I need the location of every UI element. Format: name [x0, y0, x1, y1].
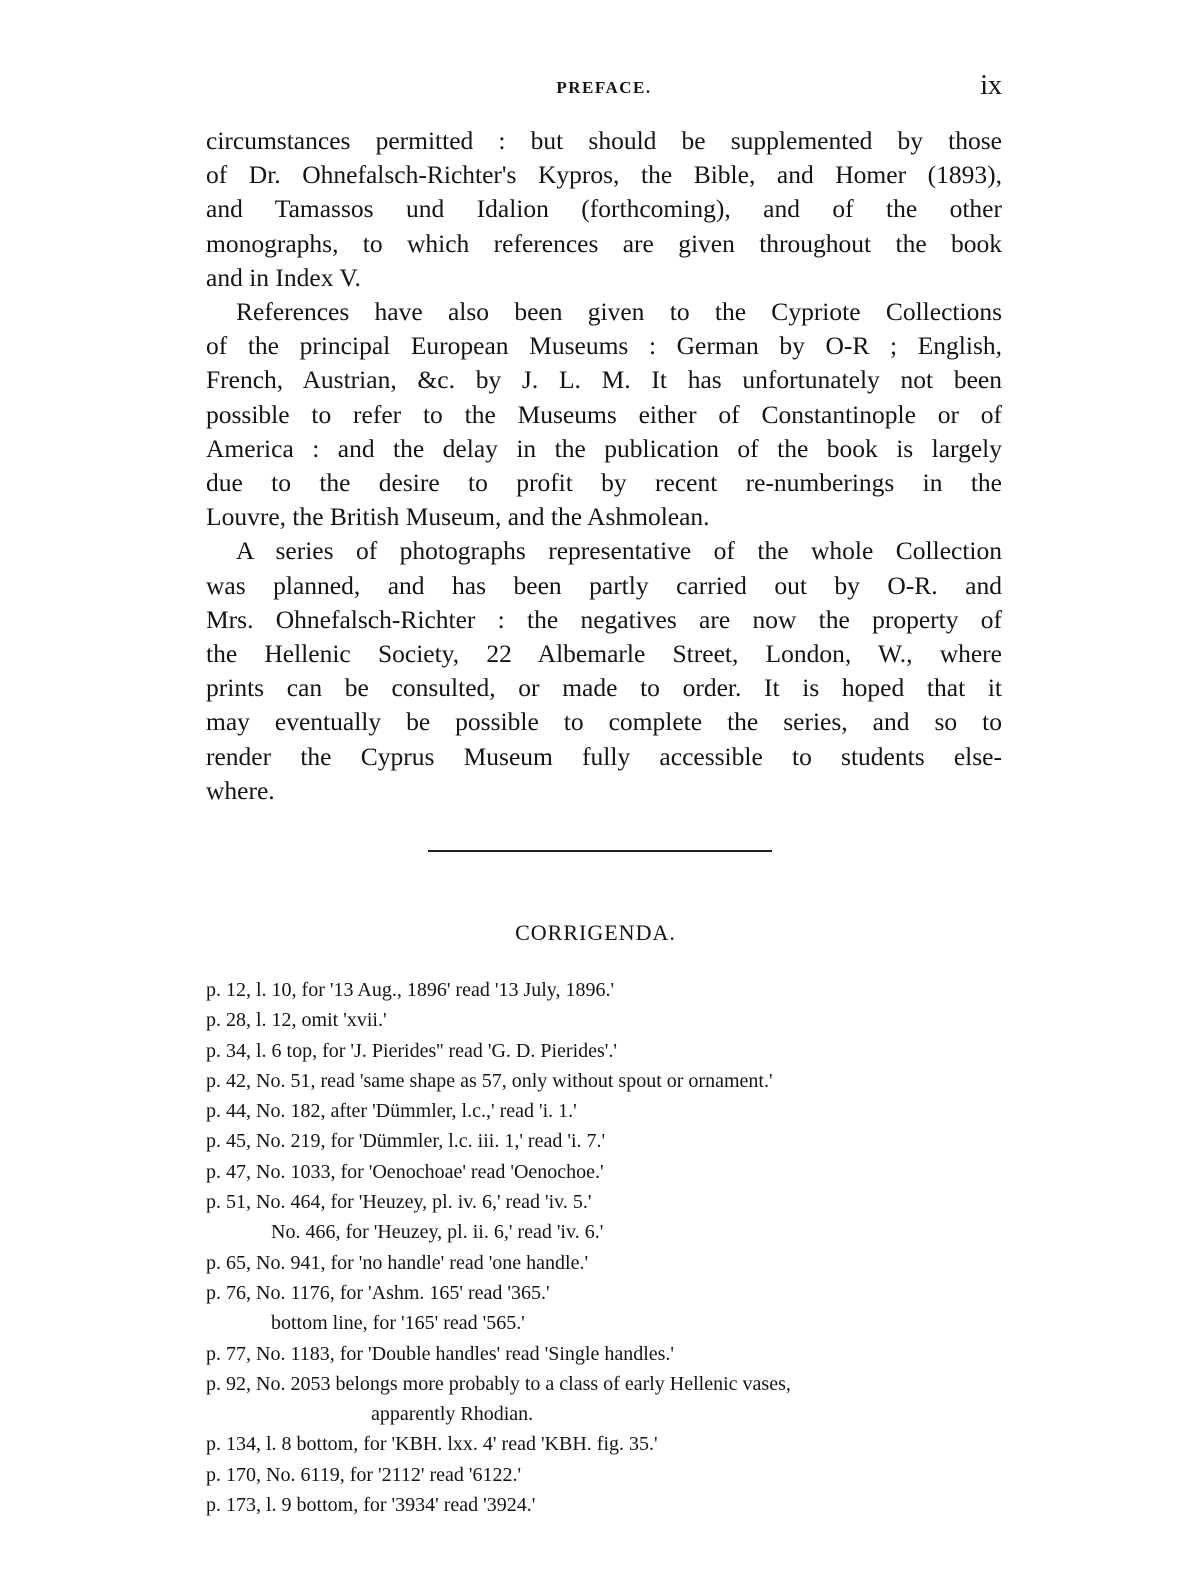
text-line: where.	[206, 775, 275, 805]
text-line: of the principal European Museums : German by O-R ; English,	[206, 331, 1002, 361]
corrigenda-item: p. 170, No. 6119, for '2112' read '6122.'	[206, 1463, 522, 1486]
corrigenda-item: p. 76, No. 1176, for 'Ashm. 165' read '365.'	[206, 1281, 550, 1304]
corrigenda-item: apparently Rhodian.	[371, 1403, 534, 1426]
section-divider	[428, 850, 772, 852]
text-line: render the Cyprus Museum fully accessible to students else-	[206, 741, 1002, 771]
corrigenda-item: p. 77, No. 1183, for 'Double handles' read 'Single handles.'	[206, 1342, 675, 1365]
preface-body	[206, 124, 1002, 808]
text-line: monographs, to which references are given throughout the book	[206, 228, 1002, 258]
text-line: was planned, and has been partly carried out by O-R. and	[206, 570, 1002, 600]
page-number: ix	[980, 70, 1002, 101]
paragraph-3	[206, 534, 1002, 808]
corrigenda-heading: CORRIGENDA.	[515, 920, 676, 945]
paragraph-2	[206, 295, 1002, 534]
corrigenda-item: p. 34, l. 6 top, for 'J. Pierides'' read 'G. D. Pierides'.'	[206, 1039, 618, 1062]
text-line: due to the desire to profit by recent re-numberings in the	[206, 468, 1002, 498]
text-line: prints can be consulted, or made to order. It is hoped that it	[206, 673, 1002, 703]
text-line: possible to refer to the Museums either of Constantinople or of	[206, 399, 1002, 429]
running-head	[206, 70, 1002, 110]
corrigenda-item: p. 51, No. 464, for 'Heuzey, pl. iv. 6,' read 'iv. 5.'	[206, 1191, 592, 1214]
corrigenda-item: p. 65, No. 941, for 'no handle' read 'one handle.'	[206, 1251, 589, 1274]
text-line: Louvre, the British Museum, and the Ashmolean.	[206, 502, 710, 532]
corrigenda-item: p. 44, No. 182, after 'Dümmler, l.c.,' read 'i. 1.'	[206, 1100, 577, 1123]
text-line: Mrs. Ohnefalsch-Richter : the negatives are now the property of	[206, 604, 1002, 634]
corrigenda-item: p. 12, l. 10, for '13 Aug., 1896' read '13 July, 1896.'	[206, 979, 615, 1001]
text-line: of Dr. Ohnefalsch-Richter's Kypros, the Bible, and Homer (1893),	[206, 160, 1002, 190]
text-line: may eventually be possible to complete the series, and so to	[206, 707, 1002, 737]
corrigenda-item: p. 47, No. 1033, for 'Oenochoae' read 'Oenochoe.'	[206, 1160, 604, 1183]
text-line: French, Austrian, &c. by J. L. M. It has unfortunately not been	[206, 365, 1002, 395]
text-line: A series of photographs representative of the whole Collection	[236, 536, 1002, 566]
text-line: and in Index V.	[206, 262, 361, 292]
text-line: and Tamassos und Idalion (forthcoming), and of the other	[206, 194, 1002, 224]
corrigenda-item: p. 28, l. 12, omit 'xvii.'	[206, 1009, 387, 1032]
corrigenda-item: p. 42, No. 51, read 'same shape as 57, only without spout or ornament.'	[206, 1069, 773, 1092]
running-title: PREFACE.	[556, 78, 652, 97]
corrigenda-item: p. 45, No. 219, for 'Dümmler, l.c. iii. 1,' read 'i. 7.'	[206, 1130, 606, 1153]
text-line: the Hellenic Society, 22 Albemarle Street, London, W., where	[206, 639, 1002, 669]
text-line: circumstances permitted : but should be supplemented by those	[206, 126, 1002, 155]
corrigenda-item: p. 92, No. 2053 belongs more probably to a class of early Hellenic vases,	[206, 1372, 791, 1395]
corrigenda-item: p. 134, l. 8 bottom, for 'KBH. lxx. 4' read 'KBH. fig. 35.'	[206, 1433, 658, 1456]
corrigenda-item: No. 466, for 'Heuzey, pl. ii. 6,' read 'iv. 6.'	[271, 1221, 604, 1244]
corrigenda-list	[206, 975, 1006, 1520]
text-line: References have also been given to the Cypriote Collections	[236, 297, 1002, 327]
corrigenda-item: p. 173, l. 9 bottom, for '3934' read '3924.'	[206, 1494, 536, 1517]
corrigenda-item: bottom line, for '165' read '565.'	[271, 1312, 525, 1335]
paragraph-1	[206, 124, 1002, 295]
text-line: America : and the delay in the publication of the book is largely	[206, 433, 1002, 463]
